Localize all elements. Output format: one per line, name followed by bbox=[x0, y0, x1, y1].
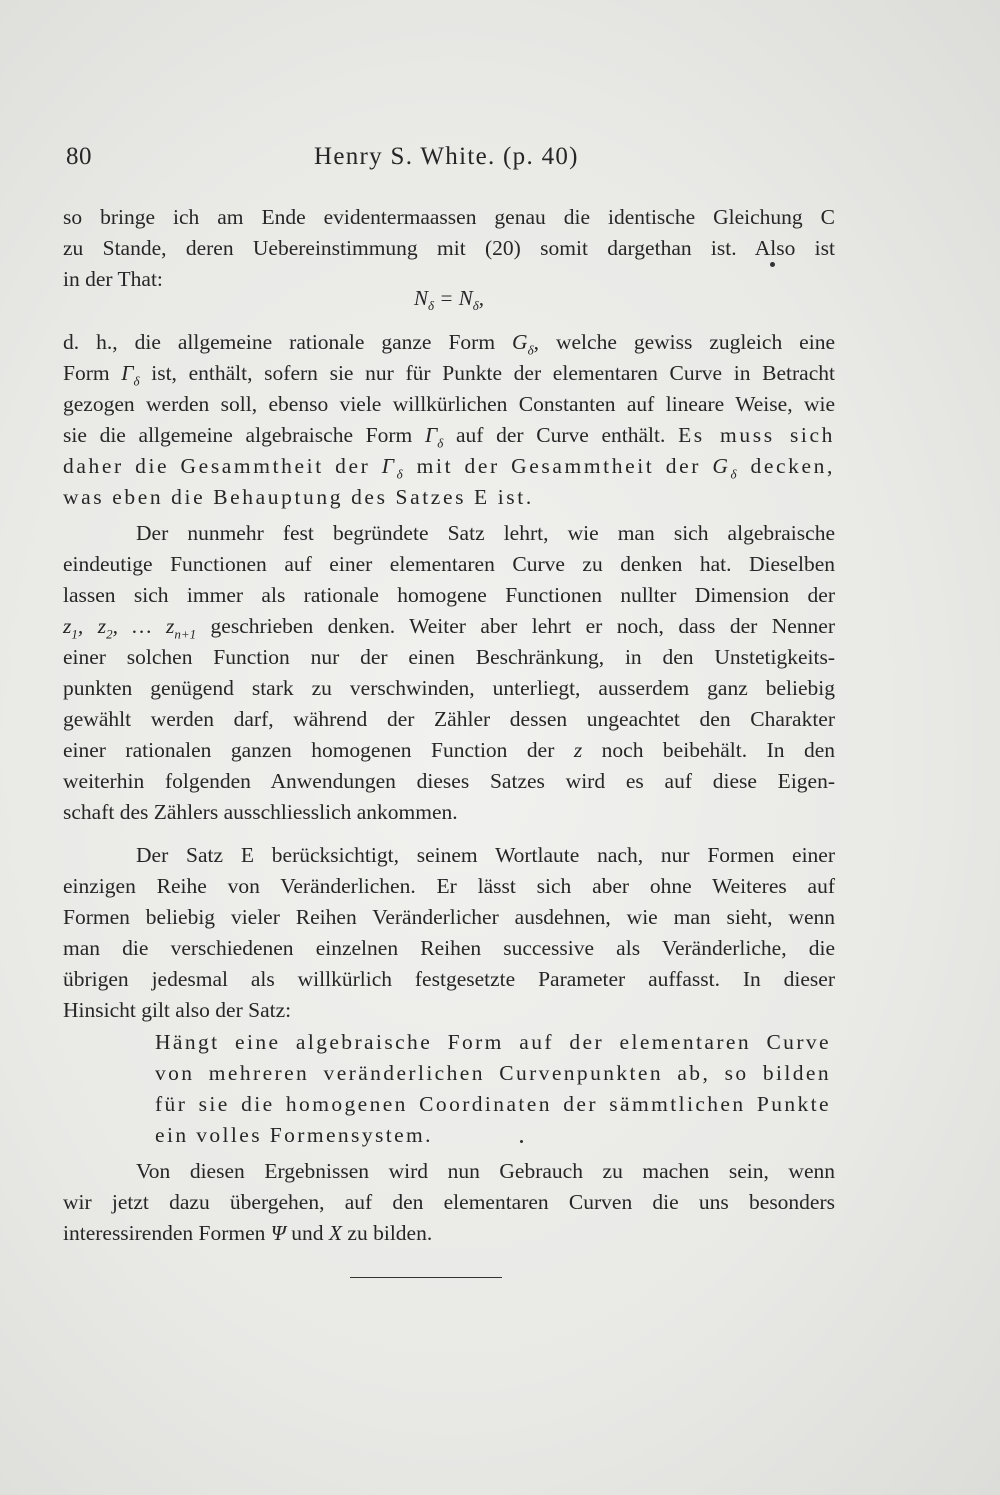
text-line: in der That: bbox=[63, 267, 163, 291]
formula-symbol: $N_\delta$ bbox=[413, 286, 435, 314]
text-line: Form $\Gamma_\delta$ ist, enthält, sofern sie nur für Punkte der elementaren Curve in Betracht bbox=[63, 361, 835, 389]
running-head: Henry S. White. (p. 40) bbox=[314, 143, 579, 170]
text-line: zu Stande, deren Uebereinstimmung mit (20) somit dargethan ist. Also ist bbox=[63, 236, 835, 260]
text-line: einer rationalen ganzen homogenen Function der z noch beibehält. In den bbox=[63, 738, 835, 762]
theorem bbox=[155, 1027, 831, 1151]
text-line: Der Satz E berücksichtigt, seinem Wortlaute nach, nur Formen einer bbox=[136, 843, 835, 867]
text-line: daher die Gesammtheit der $\Gamma_\delta$ mit der Gesammtheit der $G_\delta$ decken, bbox=[63, 454, 835, 482]
text-line: einzigen Reihe von Veränderlichen. Er lässt sich aber ohne Weiteres auf bbox=[63, 874, 835, 898]
paragraph-1 bbox=[63, 202, 835, 295]
display-formula: $N_\delta = N_\delta$, bbox=[413, 286, 485, 314]
text-line: lassen sich immer als rationale homogene Functionen nullter Dimension der bbox=[63, 583, 835, 607]
paragraph-4 bbox=[63, 840, 835, 1026]
theorem-line: für sie die homogenen Coordinaten der sämmtlichen Punkte bbox=[155, 1092, 831, 1116]
theorem-line: Hängt eine algebraische Form auf der elementaren Curve bbox=[155, 1030, 831, 1054]
text-line: übrigen jedesmal als willkürlich festgesetzte Parameter auffasst. In dieser bbox=[63, 967, 835, 991]
ink-speck bbox=[770, 262, 775, 267]
text-line: wir jetzt dazu übergehen, auf den elementaren Curven die uns besonders bbox=[63, 1190, 835, 1214]
text-line: d. h., die allgemeine rationale ganze Form $G_\delta$, welche gewiss zugleich eine bbox=[63, 330, 835, 358]
text-line: sie die allgemeine algebraische Form $\Gamma_\delta$ auf der Curve enthält. Es muss sich bbox=[63, 423, 835, 451]
text-line: Der nunmehr fest begründete Satz lehrt, wie man sich algebraische bbox=[136, 521, 835, 545]
text-line: was eben die Behauptung des Satzes E ist. bbox=[63, 485, 534, 509]
text-line: $z_1$, $z_2$, … $z_{n+1}$ geschrieben denken. Weiter aber lehrt er noch, dass der Nenner bbox=[63, 614, 835, 642]
text-line: Formen beliebig vieler Reihen Veränderlicher ausdehnen, wie man sieht, wenn bbox=[63, 905, 835, 929]
paragraph-3 bbox=[63, 518, 835, 828]
paragraph-2 bbox=[63, 327, 835, 513]
text-line: Hinsicht gilt also der Satz: bbox=[63, 998, 292, 1022]
text-line: interessirenden Formen Ψ und X zu bilden. bbox=[63, 1221, 433, 1245]
section-end-rule bbox=[350, 1277, 502, 1278]
text-line: gewählt werden darf, während der Zähler dessen ungeachtet den Charakter bbox=[63, 707, 835, 731]
page-header bbox=[66, 143, 836, 179]
formula-equals: = bbox=[439, 286, 454, 310]
theorem-line: von mehreren veränderlichen Curvenpunkten ab, so bilden bbox=[155, 1061, 831, 1085]
page-number: 80 bbox=[66, 143, 92, 170]
text-line: Von diesen Ergebnissen wird nun Gebrauch zu machen sein, wenn bbox=[136, 1159, 835, 1183]
text-line: gezogen werden soll, ebenso viele willkürlichen Constanten auf lineare Weise, wie bbox=[63, 392, 835, 416]
text-line: schaft des Zählers ausschliesslich ankommen. bbox=[63, 800, 458, 824]
text-line: so bringe ich am Ende evidentermaassen genau die identische Gleichung C bbox=[63, 205, 835, 229]
text-line: punkten genügend stark zu verschwinden, unterliegt, ausserdem ganz beliebig bbox=[63, 676, 835, 700]
formula-symbol: $N_\delta$ bbox=[458, 286, 479, 314]
text-line: einer solchen Function nur der einen Beschränkung, in den Unstetigkeits- bbox=[63, 645, 835, 669]
theorem-line: ein volles Formensystem. bbox=[155, 1123, 433, 1147]
text-line: eindeutige Functionen auf einer elementaren Curve zu denken hat. Dieselben bbox=[63, 552, 835, 576]
ink-speck bbox=[520, 1140, 523, 1143]
paragraph-5 bbox=[63, 1156, 835, 1249]
text-line: weiterhin folgenden Anwendungen dieses Satzes wird es auf diese Eigen- bbox=[63, 769, 835, 793]
text-line: man die verschiedenen einzelnen Reihen successive als Veränderliche, die bbox=[63, 936, 835, 960]
